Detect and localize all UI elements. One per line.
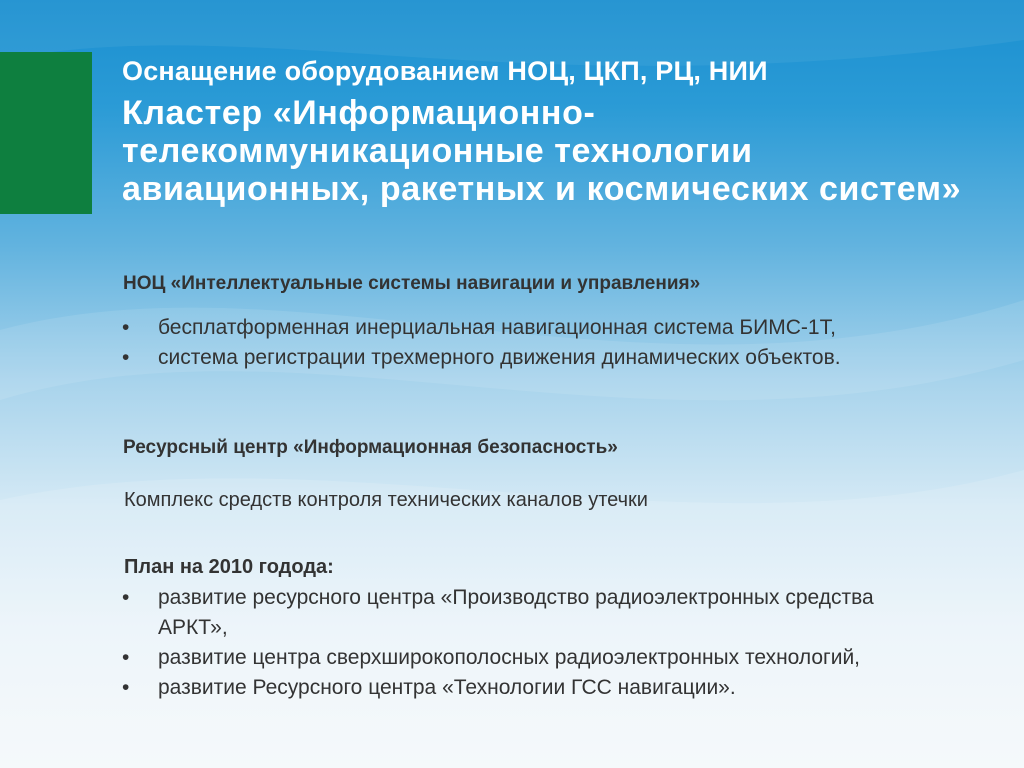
title-block [122, 52, 1002, 208]
list-item-text: система регистрации трехмерного движения динамических объектов. [158, 346, 841, 369]
section-heading-resource-center: Ресурсный центр «Информационная безопасность» [123, 437, 618, 458]
plan-bullet-list [118, 583, 938, 703]
list-item [118, 343, 918, 373]
resource-center-description: Комплекс средств контроля технических каналов утечки [124, 489, 648, 511]
list-item-text: развитие центра сверхширокополосных радиоэлектронных технологий, [158, 646, 861, 669]
noc-bullet-list [118, 313, 918, 373]
list-item-text: бесплатформенная инерциальная навигационная система БИМС-1Т, [158, 316, 836, 339]
bullet-icon: • [122, 646, 130, 669]
slide-subtitle: Оснащение оборудованием НОЦ, ЦКП, РЦ, НИИ [122, 56, 768, 86]
list-item-text: развитие ресурсного центра «Производство радиоэлектронных средства АРКТ», [158, 586, 874, 639]
bullet-icon: • [122, 346, 130, 369]
section-heading-noc: НОЦ «Интеллектуальные системы навигации и управления» [123, 273, 701, 294]
list-item-text: развитие Ресурсного центра «Технологии ГСС навигации». [158, 676, 736, 699]
bullet-icon: • [122, 676, 130, 699]
plan-heading: План на 2010 годода: [124, 556, 334, 578]
accent-bar [0, 52, 92, 214]
slide-title: Кластер «Информационно-телекоммуникационные технологии авиационных, ракетных и космических систем» [122, 94, 962, 208]
list-item [118, 583, 938, 643]
bullet-icon: • [122, 586, 130, 609]
bullet-icon: • [122, 316, 130, 339]
list-item [118, 673, 938, 703]
list-item [118, 313, 918, 343]
list-item [118, 643, 938, 673]
